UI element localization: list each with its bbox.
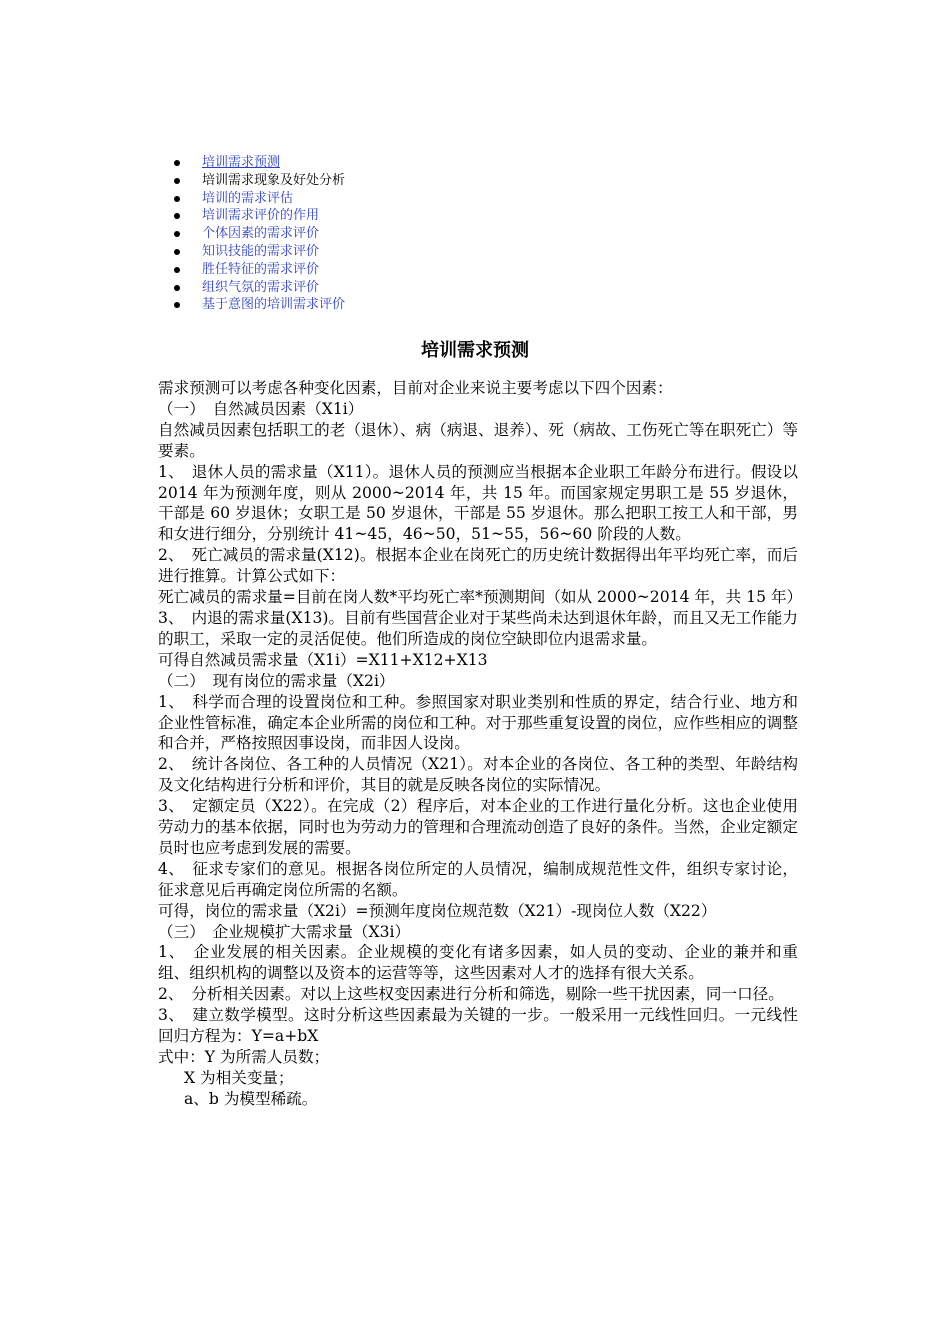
toc-link-evaluation-role[interactable]: 培训需求评价的作用	[202, 208, 320, 224]
toc-item[interactable]	[172, 296, 345, 314]
paragraph: 2、 统计各岗位、各工种的人员情况（X21）。对本企业的各岗位、各工种的类型、年龄结构及文化结构进行分析和评价，其目的就是反映各岗位的实际情况。	[158, 755, 799, 795]
paragraph: 3、 建立数学模型。这时分析这些因素最为关键的一步。一般采用一元线性回归。一元线性回归方程为：Y=a+bX	[158, 1006, 798, 1046]
toc-item[interactable]	[172, 154, 345, 172]
toc-link-competency[interactable]: 胜任特征的需求评价	[202, 261, 320, 277]
toc-item[interactable]	[172, 225, 345, 243]
paragraph: 3、 内退的需求量(X13)。目前有些国营企业对于某些尚未达到退休年龄，而且又无工作能力的职工，采取一定的灵活促使。他们所造成的岗位空缺即位内退需求量。	[158, 608, 798, 648]
bullet-icon	[174, 267, 180, 273]
toc-item	[172, 172, 345, 190]
formula: 可得自然减员需求量（X1i）=X11+X12+X13	[158, 650, 488, 669]
bullet-icon	[174, 178, 180, 184]
toc-link-intention-based[interactable]: 基于意图的培训需求评价	[202, 297, 346, 313]
formula: 可得，岗位的需求量（X2i）=预测年度岗位规范数（X21）-现岗位人数（X22）	[158, 901, 717, 920]
toc-text-phenomenon-analysis: 培训需求现象及好处分析	[202, 172, 346, 188]
paragraph: 3、 定额定员（X22）。在完成（2）程序后，对本企业的工作进行量化分析。这也企业使用劳动力的基本依据，同时也为劳动力的管理和合理流动创造了良好的条件。当然，企业定额定员时也应考虑到发展的需要。	[158, 797, 798, 857]
paragraph: 自然减员因素包括职工的老（退休）、病（病退、退养）、死（病故、工伤死亡等在职死亡）等要素。	[158, 420, 798, 460]
document-title: 培训需求预测	[421, 340, 529, 361]
paragraph: X 为相关变量；	[184, 1068, 294, 1087]
paragraph: a、b 为模型稀疏。	[184, 1089, 318, 1108]
toc-item[interactable]	[172, 279, 345, 297]
bullet-icon	[174, 196, 180, 202]
paragraph: 1、 企业发展的相关因素。企业规模的变化有诸多因素，如人员的变动、企业的兼并和重组、组织机构的调整以及资本的运营等等，这些因素对人才的选择有很大关系。	[158, 943, 798, 983]
section-heading: （三） 企业规模扩大需求量（X3i）	[158, 922, 411, 941]
paragraph: 2、 死亡减员的需求量(X12)。根据本企业在岗死亡的历史统计数据得出年平均死亡率，而后进行推算。计算公式如下：	[158, 546, 798, 586]
toc-list	[172, 154, 345, 314]
bullet-icon	[174, 302, 180, 308]
bullet-icon	[174, 231, 180, 237]
toc-item[interactable]	[172, 261, 345, 279]
paragraph: 4、 征求专家们的意见。根据各岗位所定的人员情况，编制成规范性文件，组织专家讨论，征求意见后再确定岗位所需的名额。	[158, 859, 798, 899]
toc-link-knowledge-skills[interactable]: 知识技能的需求评价	[202, 243, 320, 259]
formula: 死亡减员的需求量=目前在岗人数*平均死亡率*预测期间（如从 2000~2014 年，共 15 年）	[158, 588, 803, 607]
paragraph: 1、 科学而合理的设置岗位和工种。参照国家对职业类别和性质的界定，结合行业、地方和企业性管标准，确定本企业所需的岗位和工种。对于那些重复设置的岗位，应作些相应的调整和合并，严格按照因事设岗，而非因人设岗。	[158, 692, 798, 753]
section-heading: （二） 现有岗位的需求量（X2i）	[158, 671, 395, 690]
bullet-icon	[174, 213, 180, 219]
paragraph: 需求预测可以考虑各种变化因素，目前对企业来说主要考虑以下四个因素：	[158, 379, 673, 397]
paragraph: 2、 分析相关因素。对以上这些权变因素进行分析和筛选，剔除一些干扰因素，同一口径。	[158, 985, 784, 1004]
toc-item[interactable]	[172, 207, 345, 225]
bullet-icon	[174, 160, 180, 166]
toc-link-individual-factors[interactable]: 个体因素的需求评价	[202, 226, 320, 242]
bullet-icon	[174, 249, 180, 255]
bullet-icon	[174, 285, 180, 291]
paragraph: 式中：Y 为所需人员数；	[158, 1048, 330, 1066]
section-heading: （一） 自然减员因素（X1i）	[158, 399, 364, 418]
document-body	[158, 378, 803, 1110]
toc-link-training-demand-forecast[interactable]: 培训需求预测	[202, 155, 281, 170]
toc-link-demand-assessment[interactable]: 培训的需求评估	[202, 190, 294, 206]
toc-item[interactable]	[172, 243, 345, 261]
paragraph: 1、 退休人员的需求量（X11）。退休人员的预测应当根据本企业职工年龄分布进行。假设以 2014 年为预测年度，则从 2000~2014 年，共 15 年。而国家规定男职工是 55 岁退休，干部是 60 岁退休；女职工是 50 岁退休，干部是 55 岁退休。那么把职工按工人和干部，男和女进行细分，分别统计 41~45，46~50，51~55，56~60 阶段的人数。	[158, 462, 798, 544]
toc-link-organizational-climate[interactable]: 组织气氛的需求评价	[202, 279, 320, 295]
toc-item[interactable]	[172, 190, 345, 208]
